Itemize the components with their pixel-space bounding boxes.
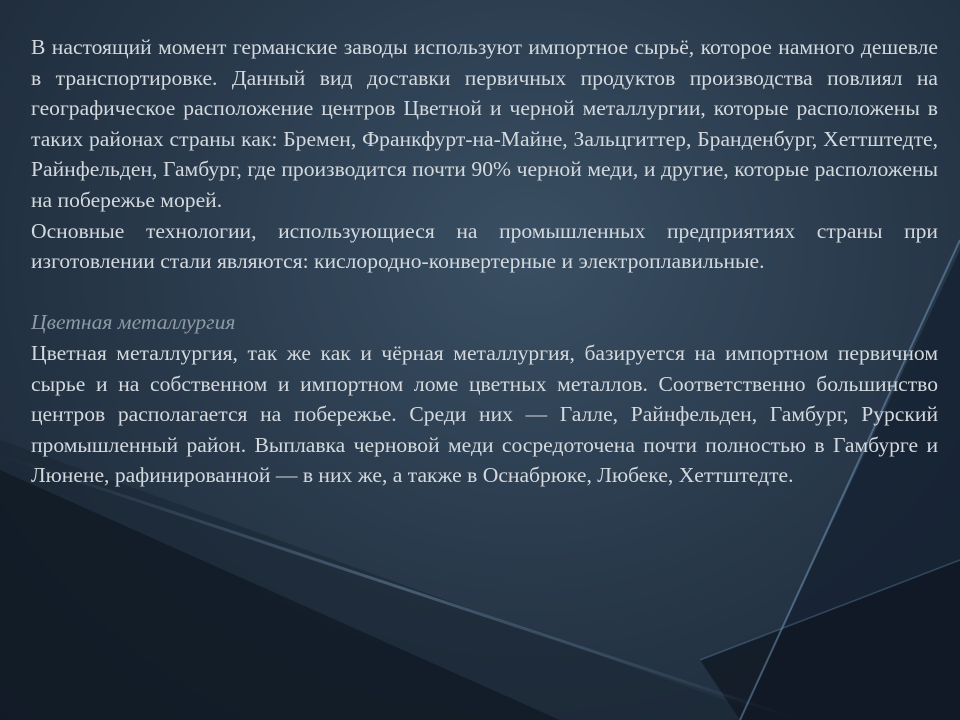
- paragraph-gap: [31, 277, 938, 308]
- paragraph-technologies: Основные технологии, использующиеся на промышленных предприятиях страны при изготовлении стали являются: кислородно-конвертерные и электроплавильные.: [31, 218, 938, 274]
- paragraph-raw-materials: В настоящий момент германские заводы используют импортное сырьё, которое намного дешевле в транспортировке. Данный вид доставки первичных продуктов производства повлиял на географическое расположение центров Цветной и черной металлургии, которые расположены в таких районах страны как: Бремен, Франкфурт-на-Майне, Зальцгиттер, Бранденбург, Хеттштедте, Райнфельден, Гамбург, где производится почти 90% черной меди, и другие, которые расположены на побережье морей.: [31, 35, 938, 212]
- slide-text: [31, 32, 938, 491]
- section-subheading: Цветная металлургия: [31, 310, 236, 335]
- paragraph-nonferrous: Цветная металлургия, так же как и чёрная металлургия, базируется на импортном первичном сырье и на собственном и импортном ломе цветных металлов. Соответственно большинство центров располагается на побережье. Среди них — Галле, Райнфельден, Гамбург, Рурский промышленный район. Выплавка черновой меди сосредоточена почти полностью в Гамбурге и Люнене, рафинированной — в них же, а также в Оснабрюке, Любеке, Хеттштедте.: [31, 340, 938, 488]
